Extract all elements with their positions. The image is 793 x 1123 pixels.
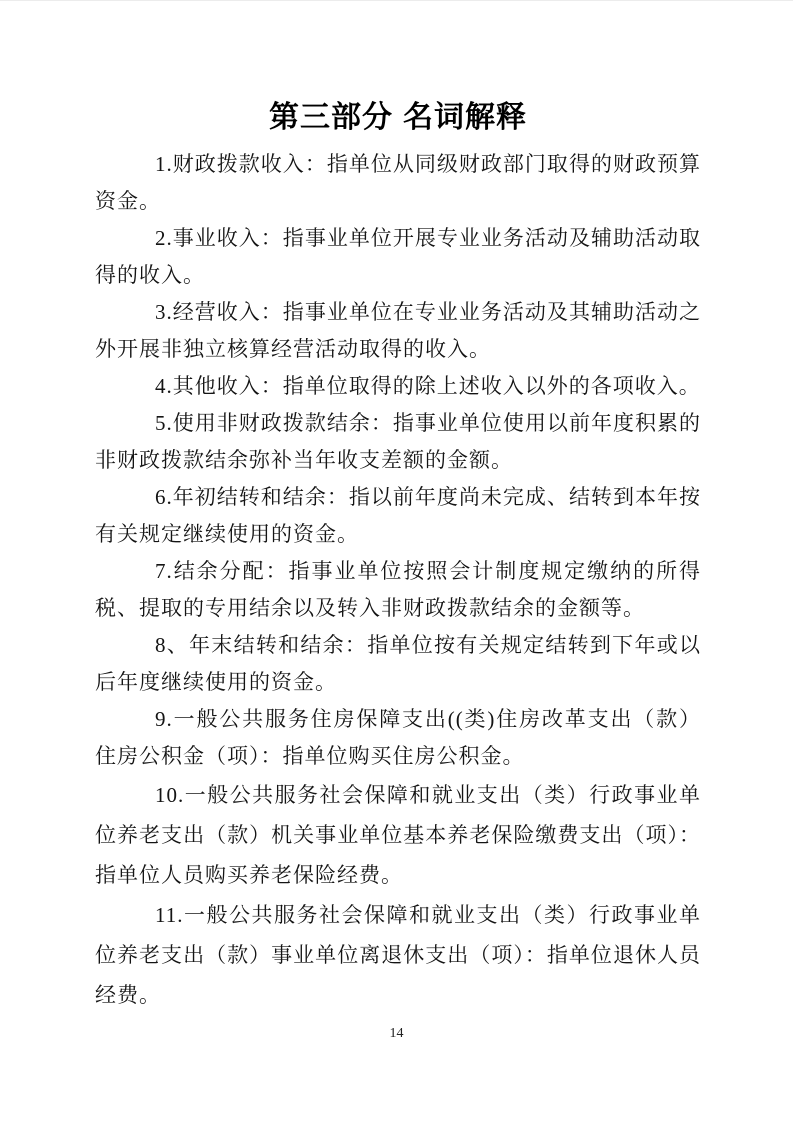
glossary-item-8: 8、年末结转和结余：指单位按有关规定结转到下年或以后年度继续使用的资金。 (95, 633, 701, 694)
document-body (0, 1, 793, 1123)
glossary-item-1: 1.财政拨款收入：指单位从同级财政部门取得的财政预算资金。 (95, 152, 701, 213)
glossary-item-11: 11.一般公共服务社会保障和就业支出（类）行政事业单位养老支出（款）事业单位离退休支出（项）：指单位退休人员经费。 (95, 903, 701, 1007)
section-title-text: 名词解释 (403, 101, 527, 134)
glossary-item-9: 9.一般公共服务住房保障支出((类)住房改革支出（款）住房公积金（项）：指单位购买住房公积金。 (95, 707, 701, 768)
glossary-item-3: 3.经营收入：指事业单位在专业业务活动及其辅助活动之外开展非独立核算经营活动取得的收入。 (95, 300, 701, 361)
section-title-number: 第三部分 (269, 101, 393, 134)
glossary-item-7: 7.结余分配：指事业单位按照会计制度规定缴纳的所得税、提取的专用结余以及转入非财政拨款结余的金额等。 (95, 559, 701, 620)
glossary-item-6: 6.年初结转和结余：指以前年度尚未完成、结转到本年按有关规定继续使用的资金。 (95, 485, 701, 546)
glossary-item-5: 5.使用非财政拨款结余：指事业单位使用以前年度积累的非财政拨款结余弥补当年收支差额的金额。 (95, 411, 701, 472)
glossary-item-4: 4.其他收入：指单位取得的除上述收入以外的各项收入。 (155, 374, 701, 398)
glossary-item-2: 2.事业收入：指事业单位开展专业业务活动及辅助活动取得的收入。 (95, 226, 701, 287)
section-title (95, 98, 701, 138)
page-number: 14 (389, 1026, 404, 1041)
glossary-section (95, 146, 701, 1015)
glossary-item-10: 10.一般公共服务社会保障和就业支出（类）行政事业单位养老支出（款）机关事业单位基本养老保险缴费支出（项）：指单位人员购买养老保险经费。 (95, 783, 701, 887)
